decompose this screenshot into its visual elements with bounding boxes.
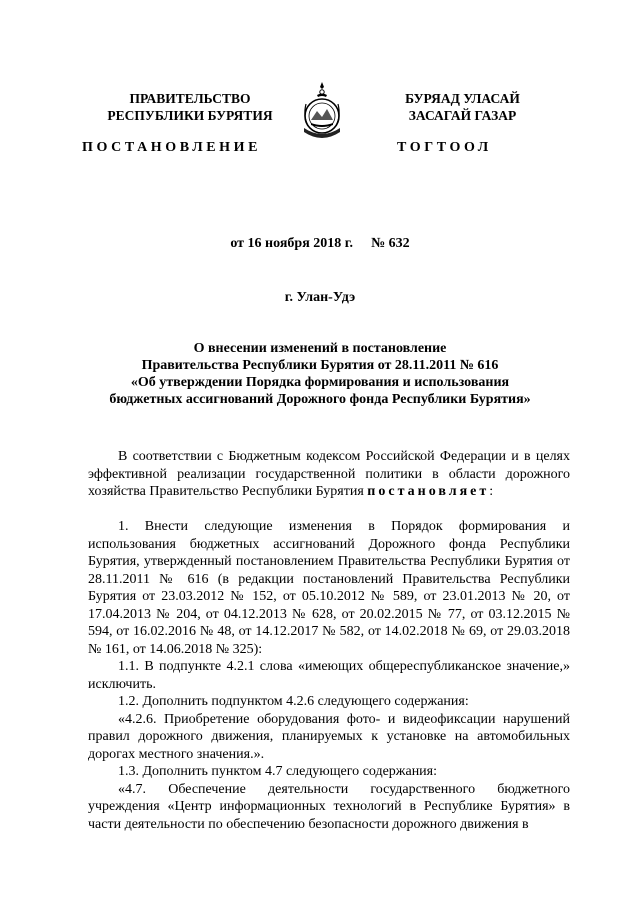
clause-paragraph: 1. Внести следующие изменения в Порядок формирования и использования бюджетных ассигнований Дорожного фонда Республики Бурятия, утвержденный постановлением Правительства Республики Бурятия от 28.11.2011 № 616 (в редакции постановлений Правительства Республики Бурятия от 23.03.2012 № 152, от 05.10.2012 № 589, от 23.01.2013 № 20, от 17.04.2013 № 204, от 04.12.2013 № 628, от 20.02.2015 № 77, от 03.12.2015 № 594, от 16.02.2016 № 48, от 14.12.2017 № 582, от 14.02.2018 № 69, от 29.03.2018 № 161, от 14.06.2018 № 325):	[88, 519, 570, 657]
clause-paragraph: «4.2.6. Приобретение оборудования фото- и видеофиксации нарушений правил дорожного движения, планируемых к установке на автомобильных дорогах местного значения.».	[88, 711, 570, 762]
coat-of-arms-of-buryatia-icon	[298, 80, 346, 144]
decree-number: № 632	[371, 236, 410, 251]
title-line: «Об утверждении Порядка формирования и использования	[130, 375, 510, 390]
decree-body	[88, 448, 570, 833]
clause-paragraph: «4.7. Обеспечение деятельности государственного бюджетного учреждения «Центр информационных технологий в Республике Бурятия» в части деятельности по обеспечению безопасности дорожного движения в	[88, 781, 570, 832]
clause-paragraph: 1.1. В подпункте 4.2.1 слова «имеющих общереспубликанское значение,» исключить.	[88, 659, 570, 692]
doc-type-russian: ПОСТАНОВЛЕНИЕ	[82, 140, 262, 155]
doc-type-buryat: ТОГТООЛ	[397, 140, 492, 155]
title-line: бюджетных ассигнований Дорожного фонда Республики Бурятия»	[109, 392, 531, 407]
title-line: Правительства Республики Бурятия от 28.11.2011 № 616	[141, 358, 499, 373]
issuer-russian	[100, 90, 280, 124]
preamble-text: В соответствии с Бюджетным кодексом Российской Федерации и в целях эффективной реализации государственной политики в области дорожного хозяйства Правительство Республики Бурятия	[88, 449, 570, 499]
issuer-buryat	[380, 90, 545, 124]
clause-paragraph: 1.2. Дополнить подпунктом 4.2.6 следующего содержания:	[118, 694, 469, 709]
issuer-buryat-line1: БУРЯАД УЛАСАЙ	[405, 91, 520, 106]
preamble-paragraph	[88, 448, 570, 501]
document-header	[0, 0, 640, 175]
decree-city: г. Улан-Удэ	[284, 290, 356, 305]
decree-title	[90, 340, 550, 408]
issuer-buryat-line2: ЗАСАГАЙ ГАЗАР	[408, 108, 517, 123]
issuer-russian-line1: ПРАВИТЕЛЬСТВО	[129, 91, 251, 106]
issuer-russian-line2: РЕСПУБЛИКИ БУРЯТИЯ	[107, 108, 273, 123]
decree-word: постановляет	[367, 484, 490, 499]
clause-paragraph: 1.3. Дополнить пунктом 4.7 следующего содержания:	[118, 764, 438, 779]
decree-word-end: :	[489, 484, 494, 499]
decree-date: от 16 ноября 2018 г.	[230, 236, 354, 251]
title-line: О внесении изменений в постановление	[193, 341, 447, 356]
date-number-line	[0, 236, 640, 252]
